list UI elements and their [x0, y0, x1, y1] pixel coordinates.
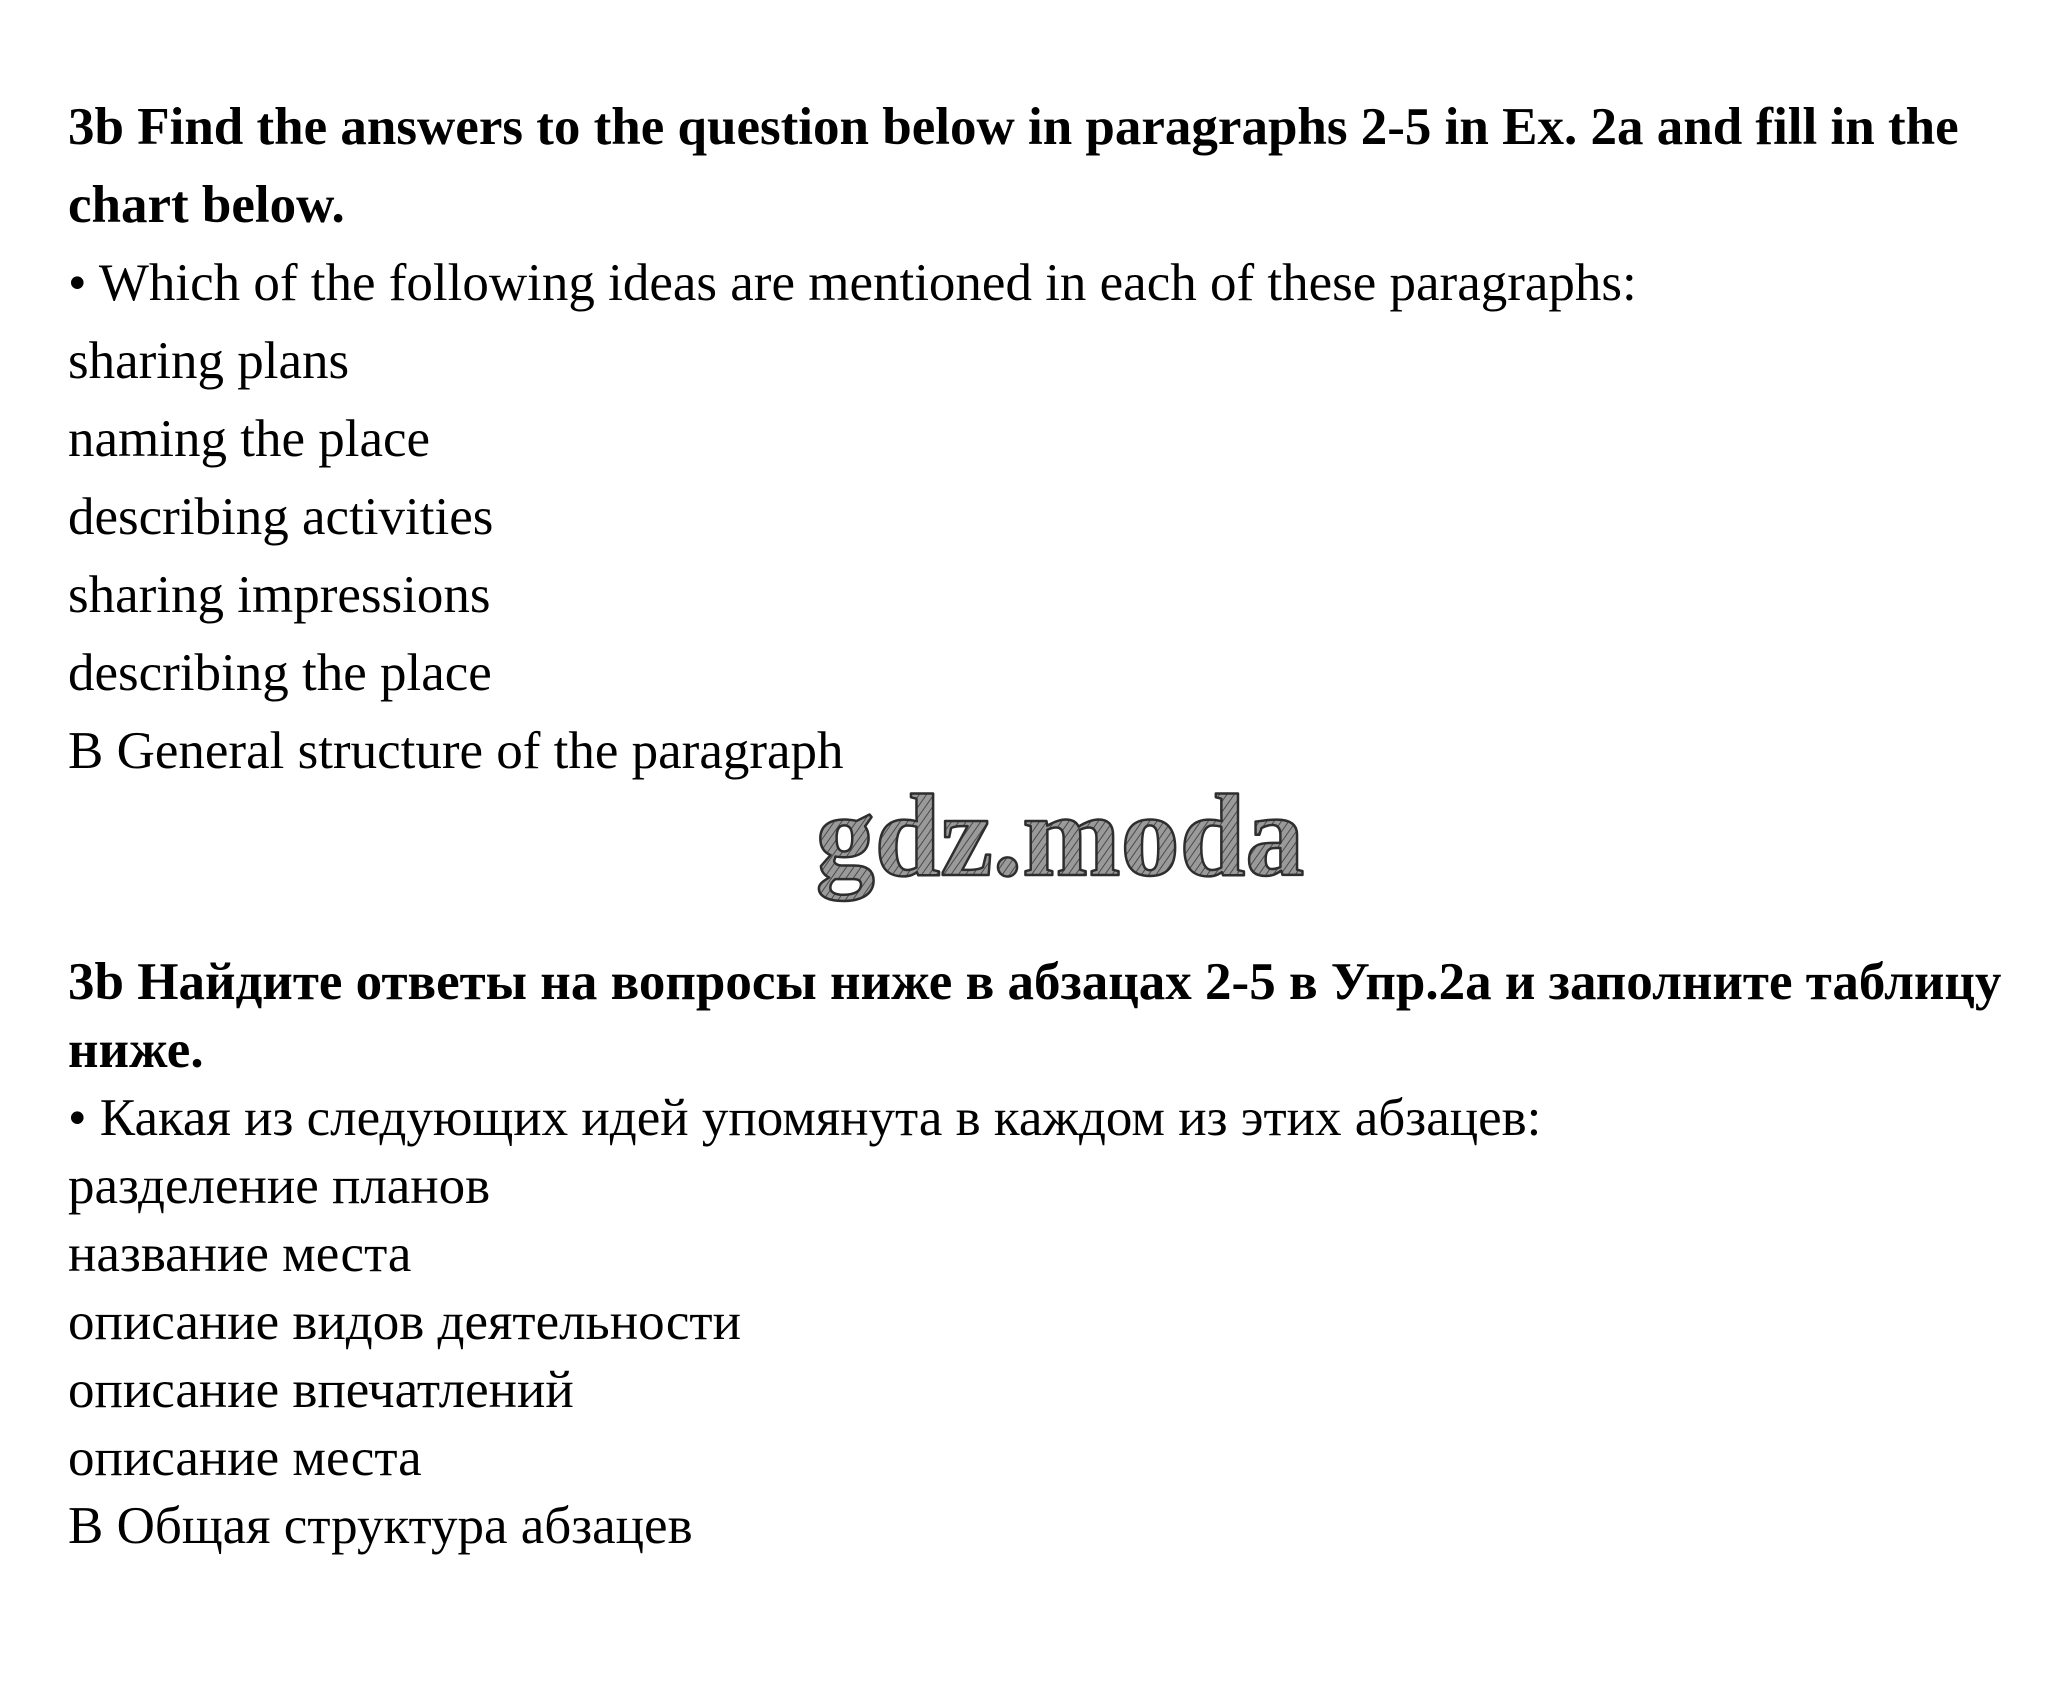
english-item-3: describing activities — [68, 488, 494, 546]
english-item-2: naming the place — [68, 410, 431, 468]
russian-item-6: B Общая структура абзацев — [68, 1497, 693, 1555]
russian-heading: 3b Найдите ответы на вопросы ниже в абзацах 2-5 в Упр.2а и заполните таблицу ниже. — [68, 953, 2002, 1079]
english-item-1: sharing plans — [68, 332, 350, 390]
russian-question: • Какая из следующих идей упомянута в каждом из этих абзацев: — [68, 1089, 1542, 1147]
english-item-5: describing the place — [68, 644, 492, 702]
watermark-logo — [760, 770, 1360, 920]
russian-section — [68, 948, 2028, 1560]
english-heading: 3b Find the answers to the question below in paragraphs 2-5 in Ex. 2a and fill in the chart below. — [68, 98, 1959, 234]
russian-item-4: описание впечатлений — [68, 1361, 574, 1419]
english-section — [68, 88, 2028, 790]
russian-item-3: описание видов деятельности — [68, 1293, 741, 1351]
english-question: • Which of the following ideas are mentioned in each of these paragraphs: — [68, 254, 1637, 312]
russian-item-5: описание места — [68, 1429, 422, 1487]
russian-item-2: название места — [68, 1225, 412, 1283]
english-item-6: B General structure of the paragraph — [68, 722, 844, 780]
watermark-text: gdz.moda — [815, 770, 1305, 901]
english-item-4: sharing impressions — [68, 566, 491, 624]
russian-item-1: разделение планов — [68, 1157, 491, 1215]
